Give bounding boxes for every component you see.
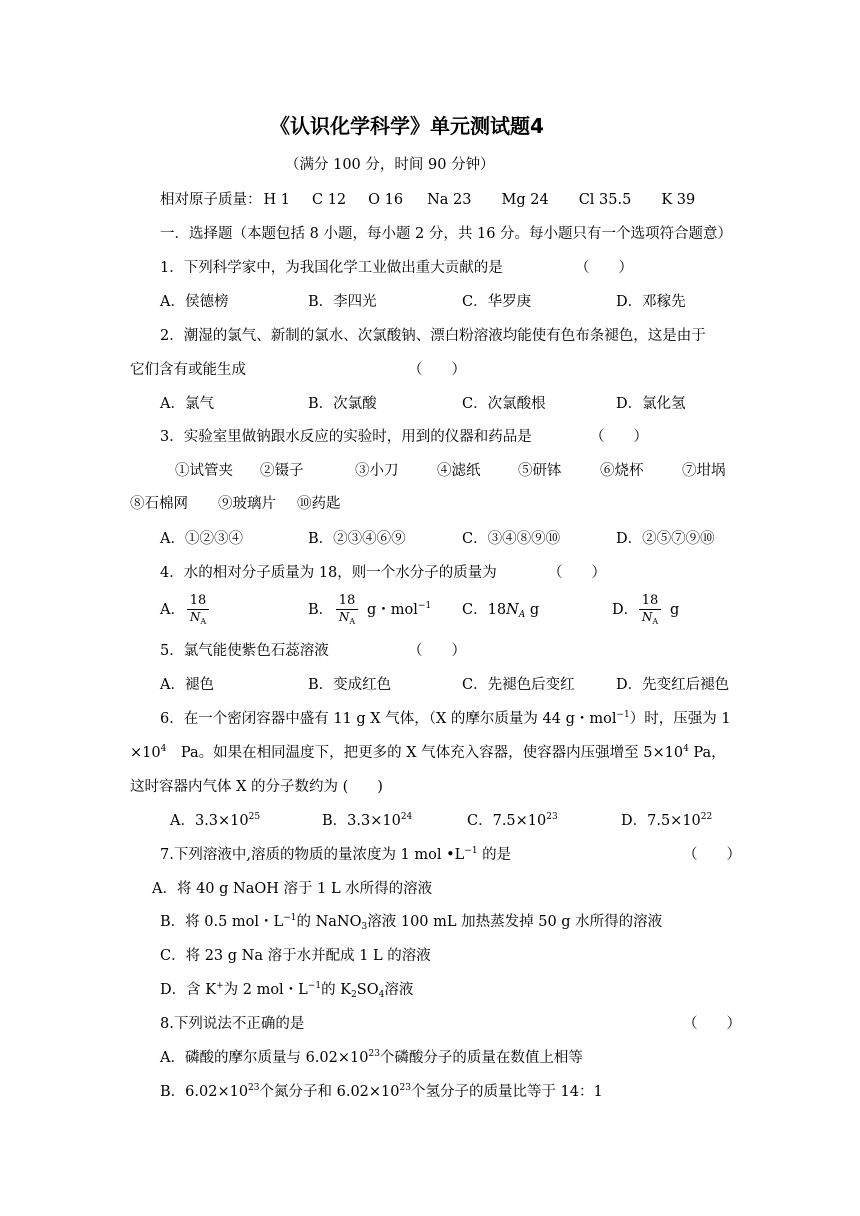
q3-item: ⑧石棉网: [130, 496, 188, 512]
answer-paren: （ ）: [590, 429, 648, 445]
q2-option-c: C．次氯酸根: [462, 396, 546, 412]
q3-item: ①试管夹: [175, 463, 233, 479]
question-2-stem-cont: 它们含有或能生成: [130, 362, 246, 378]
answer-paren: （ ）: [575, 260, 633, 276]
answer-paren: （ ）: [683, 1016, 741, 1032]
q3-option-b: B．②③④⑥⑨: [308, 531, 406, 547]
page-subtitle: （满分 100 分，时间 90 分钟）: [285, 157, 495, 173]
question-5-stem: 5．氯气能使紫色石蕊溶液: [160, 643, 329, 659]
q1-option-d: D．邓稼先: [616, 294, 686, 310]
q4-option-d-unit: g: [670, 602, 680, 618]
atomic-mass-item: Mg 24: [501, 192, 549, 208]
question-6-stem-cont: $\times 10^4$ Pa。如果在相同温度下，把更多的 X 气体充入容器，使容器内压强增至 $5\times 10^4$ Pa，: [130, 744, 726, 761]
atomic-mass-row: [160, 190, 695, 210]
page-title: 《认识化学科学》单元测试题4: [270, 114, 544, 138]
q3-item: ⑦坩埚: [682, 463, 726, 479]
q3-item: ②镊子: [260, 463, 304, 479]
q5-option-d: D．先变红后褪色: [616, 677, 730, 693]
atomic-mass-label: 相对原子质量：: [160, 192, 262, 208]
q4-option-b-fraction: $\frac{18}{N_A}$: [336, 593, 358, 624]
q3-option-a: A．①②③④: [160, 531, 243, 547]
q4-option-c: C．$18N_A$ g: [462, 602, 540, 620]
q6-option-b: B．$3.3\times 10^{24}$: [322, 812, 413, 829]
answer-paren: （ ）: [408, 362, 466, 378]
q1-option-b: B．李四光: [308, 294, 377, 310]
atomic-mass-item: Na 23: [427, 192, 472, 208]
q3-item: ⑤研钵: [518, 463, 562, 479]
atomic-mass-item: K 39: [661, 192, 696, 208]
q4-option-a-label: A．: [160, 602, 185, 618]
question-1-stem: 1．下列科学家中，为我国化学工业做出重大贡献的是: [160, 260, 503, 276]
question-2-stem: 2．潮湿的氯气、新制的氯水、次氯酸钠、漂白粉溶液均能使有色布条褪色，这是由于: [160, 328, 706, 344]
q4-option-b-unit: g・mol$^{-1}$: [367, 601, 432, 618]
q2-option-b: B．次氯酸: [308, 396, 377, 412]
question-6-stem: 6．在一个密闭容器中盛有 11 g X 气体，（X 的摩尔质量为 44 g・mol$^{-1}$）时，压强为 1: [160, 710, 731, 727]
q7-option-d: D．含 K+为 2 mol・$L^{-1}$的 $K_2SO_4$溶液: [160, 981, 414, 1000]
q7-option-c: C．将 23 g Na 溶于水并配成 1 L 的溶液: [160, 948, 431, 964]
q6-option-c: C．$7.5\times 10^{23}$: [467, 812, 558, 829]
q6-option-d: D．$7.5\times 10^{22}$: [621, 812, 713, 829]
q5-option-c: C．先褪色后变红: [462, 677, 575, 693]
question-4-stem: 4．水的相对分子质量为 18，则一个水分子的质量为: [160, 565, 497, 581]
atomic-mass-item: Cl 35.5: [578, 192, 632, 208]
q5-option-b: B．变成红色: [308, 677, 392, 693]
atomic-mass-item: O 16: [368, 192, 404, 208]
q8-option-a: A．磷酸的摩尔质量与 $6.02\times 10^{23}$个磷酸分子的质量在数值上相等: [160, 1049, 583, 1066]
q2-option-d: D．氯化氢: [616, 396, 686, 412]
q5-option-a: A．褪色: [160, 677, 214, 693]
q8-option-b: B．$6.02\times 10^{23}$个氮分子和 $6.02\times 10^{23}$个氢分子的质量比等于 14：1: [160, 1083, 603, 1100]
answer-paren: （ ）: [408, 643, 466, 659]
q1-option-c: C．华罗庚: [462, 294, 532, 310]
q4-option-d-label: D．: [612, 602, 639, 618]
q4-option-b-label: B．: [308, 602, 334, 618]
answer-paren: （ ）: [683, 847, 741, 863]
q3-item: ⑨玻璃片: [218, 496, 276, 512]
q2-option-a: A．氯气: [160, 396, 214, 412]
section-heading: 一．选择题（本题包括 8 小题，每小题 2 分，共 16 分。每小题只有一个选项符合题意）: [160, 226, 733, 242]
q6-option-a: A．$3.3\times 10^{25}$: [170, 812, 261, 829]
q4-option-d-fraction: $\frac{18}{N_A}$: [639, 593, 661, 624]
q3-item: ⑥烧杯: [600, 463, 644, 479]
atomic-mass-item: H 1: [263, 192, 290, 208]
atomic-mass-item: C 12: [311, 192, 347, 208]
question-6-stem-end: 这时容器内气体 X 的分子数约为 ( ): [130, 779, 383, 795]
q4-option-a-fraction: $\frac{18}{N_A}$: [187, 593, 209, 624]
q3-item: ⑩药匙: [297, 496, 341, 512]
q7-option-b: B．将 0.5 mol・$L^{-1}$的 NaNO$_3$溶液 100 mL 加热蒸发掉 50 g 水所得的溶液: [160, 913, 663, 932]
question-3-stem: 3．实验室里做钠跟水反应的实验时，用到的仪器和药品是: [160, 429, 532, 445]
q3-item: ③小刀: [355, 463, 399, 479]
q3-option-d: D．②⑤⑦⑨⑩: [616, 531, 715, 547]
question-8-stem: 8.下列说法不正确的是: [160, 1016, 305, 1032]
q3-item: ④滤纸: [437, 463, 481, 479]
answer-paren: （ ）: [548, 565, 606, 581]
question-7-stem: 7.下列溶液中,溶质的物质的量浓度为 1 mol $•L^{-1}$ 的是: [160, 846, 512, 863]
q3-option-c: C．③④⑧⑨⑩: [462, 531, 561, 547]
q1-option-a: A．侯德榜: [160, 294, 229, 310]
q7-option-a: A．将 40 g NaOH 溶于 1 L 水所得的溶液: [152, 881, 433, 897]
